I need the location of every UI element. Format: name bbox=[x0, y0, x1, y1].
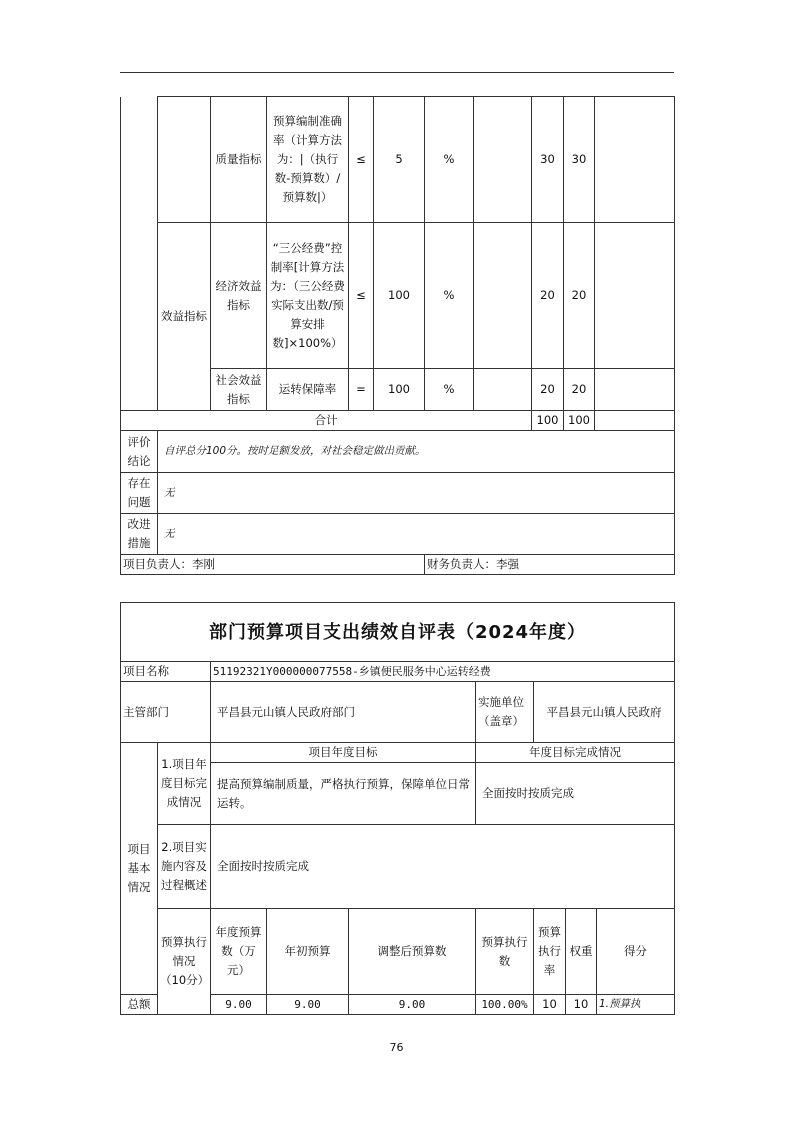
score: 30 bbox=[564, 97, 595, 223]
goal-label: 1.项目年度目标完成情况 bbox=[158, 743, 211, 825]
problems-row bbox=[121, 473, 675, 514]
operator: ≤ bbox=[349, 223, 374, 369]
evaluation-row bbox=[121, 431, 675, 473]
budget-adjusted: 9.00 bbox=[267, 995, 349, 1015]
reason bbox=[595, 97, 675, 223]
dept-value: 平昌县元山镇人民政府部门 bbox=[211, 682, 476, 743]
performance-indicator-table bbox=[120, 96, 675, 575]
unit: % bbox=[425, 97, 474, 223]
level2-cell bbox=[158, 97, 211, 223]
page-number: 76 bbox=[389, 1041, 404, 1054]
project-lead: 项目负责人：李刚 bbox=[121, 555, 425, 575]
score: 20 bbox=[564, 369, 595, 411]
dept-label: 主管部门 bbox=[121, 682, 211, 743]
secondary-indicator: 质量指标 bbox=[211, 97, 267, 223]
unit: % bbox=[425, 223, 474, 369]
dept-row bbox=[121, 682, 675, 743]
actual-value bbox=[474, 369, 532, 411]
impl-text: 全面按时按质完成 bbox=[211, 825, 675, 909]
goal-text: 提高预算编制质量，严格执行预算，保障单位日常运转。 bbox=[211, 763, 476, 825]
budget-score: 10 bbox=[566, 995, 597, 1015]
improvements-text: 无 bbox=[158, 514, 675, 555]
total-weight: 100 bbox=[532, 411, 564, 431]
project-name: 51192321Y000000077558-乡镇便民服务中心运转经费 bbox=[211, 662, 675, 682]
improvements-label: 改进措施 bbox=[121, 514, 158, 555]
budget-label: 预算执行情况（10分） bbox=[158, 909, 211, 1015]
reason bbox=[595, 369, 675, 411]
secondary-indicator: 社会效益指标 bbox=[211, 369, 267, 411]
target-value: 5 bbox=[374, 97, 425, 223]
total-row bbox=[121, 411, 675, 431]
impl-label: 2.项目实施内容及过程概述 bbox=[158, 825, 211, 909]
weight: 20 bbox=[532, 369, 564, 411]
indicator-name: 运转保障率 bbox=[267, 369, 349, 411]
indicator-name: 预算编制准确率（计算方法为：|（执行数-预算数）/预算数|） bbox=[267, 97, 349, 223]
completion-text: 全面按时按质完成 bbox=[476, 763, 675, 825]
header-rule bbox=[120, 72, 674, 73]
goal-header-row bbox=[121, 743, 675, 763]
reason bbox=[595, 223, 675, 369]
target-value: 100 bbox=[374, 369, 425, 411]
rate-header: 预算执行率 bbox=[534, 909, 566, 995]
initial-budget-header: 年初预算 bbox=[267, 909, 349, 995]
budget-executed: 9.00 bbox=[349, 995, 476, 1015]
project-name-label: 项目名称 bbox=[121, 662, 211, 682]
budget-reason: 1.预算执 bbox=[597, 995, 675, 1015]
table-row bbox=[121, 97, 675, 223]
basic-info-label: 项目基本情况 bbox=[121, 743, 158, 995]
secondary-indicator: 经济效益指标 bbox=[211, 223, 267, 369]
actual-value bbox=[474, 97, 532, 223]
executed-header: 预算执行数 bbox=[476, 909, 534, 995]
budget-initial: 9.00 bbox=[211, 995, 267, 1015]
budget-total-label: 总额 bbox=[121, 995, 158, 1015]
total-reason bbox=[595, 411, 675, 431]
weight-header: 权重 bbox=[566, 909, 597, 995]
target-value: 100 bbox=[374, 223, 425, 369]
impl-row bbox=[121, 825, 675, 909]
actual-value bbox=[474, 223, 532, 369]
improvements-row bbox=[121, 514, 675, 555]
goal-header: 项目年度目标 bbox=[211, 743, 476, 763]
finance-lead: 财务负责人：李强 bbox=[425, 555, 675, 575]
budget-header-row bbox=[121, 909, 675, 995]
total-score: 100 bbox=[564, 411, 595, 431]
evaluation-text: 自评总分100分。按时足额发放，对社会稳定做出贡献。 bbox=[158, 431, 675, 473]
adjusted-budget-header: 调整后预算数 bbox=[349, 909, 476, 995]
benefit-indicator-label: 效益指标 bbox=[158, 223, 211, 411]
self-evaluation-table bbox=[120, 602, 675, 1015]
total-label: 合计 bbox=[121, 411, 532, 431]
project-name-row bbox=[121, 662, 675, 682]
completion-header: 年度目标完成情况 bbox=[476, 743, 675, 763]
title-row bbox=[121, 603, 675, 662]
budget-weight: 10 bbox=[534, 995, 566, 1015]
impl-unit-label: 实施单位（盖章） bbox=[476, 682, 534, 743]
score-header: 得分 bbox=[597, 909, 675, 995]
weight: 20 bbox=[532, 223, 564, 369]
weight: 30 bbox=[532, 97, 564, 223]
signature-row bbox=[121, 555, 675, 575]
level1-cell bbox=[121, 97, 158, 411]
impl-unit-value: 平昌县元山镇人民政府 bbox=[534, 682, 675, 743]
annual-budget-header: 年度预算数（万元） bbox=[211, 909, 267, 995]
indicator-name: “三公经费”控制率[计算方法为：（三公经费实际支出数/预算安排数]×100%） bbox=[267, 223, 349, 369]
unit: % bbox=[425, 369, 474, 411]
score: 20 bbox=[564, 223, 595, 369]
budget-rate: 100.00% bbox=[476, 995, 534, 1015]
evaluation-label: 评价结论 bbox=[121, 431, 158, 473]
problems-label: 存在问题 bbox=[121, 473, 158, 514]
operator: = bbox=[349, 369, 374, 411]
operator: ≤ bbox=[349, 97, 374, 223]
form-title: 部门预算项目支出绩效自评表（2024年度） bbox=[121, 603, 675, 662]
table-row bbox=[121, 223, 675, 369]
problems-text: 无 bbox=[158, 473, 675, 514]
